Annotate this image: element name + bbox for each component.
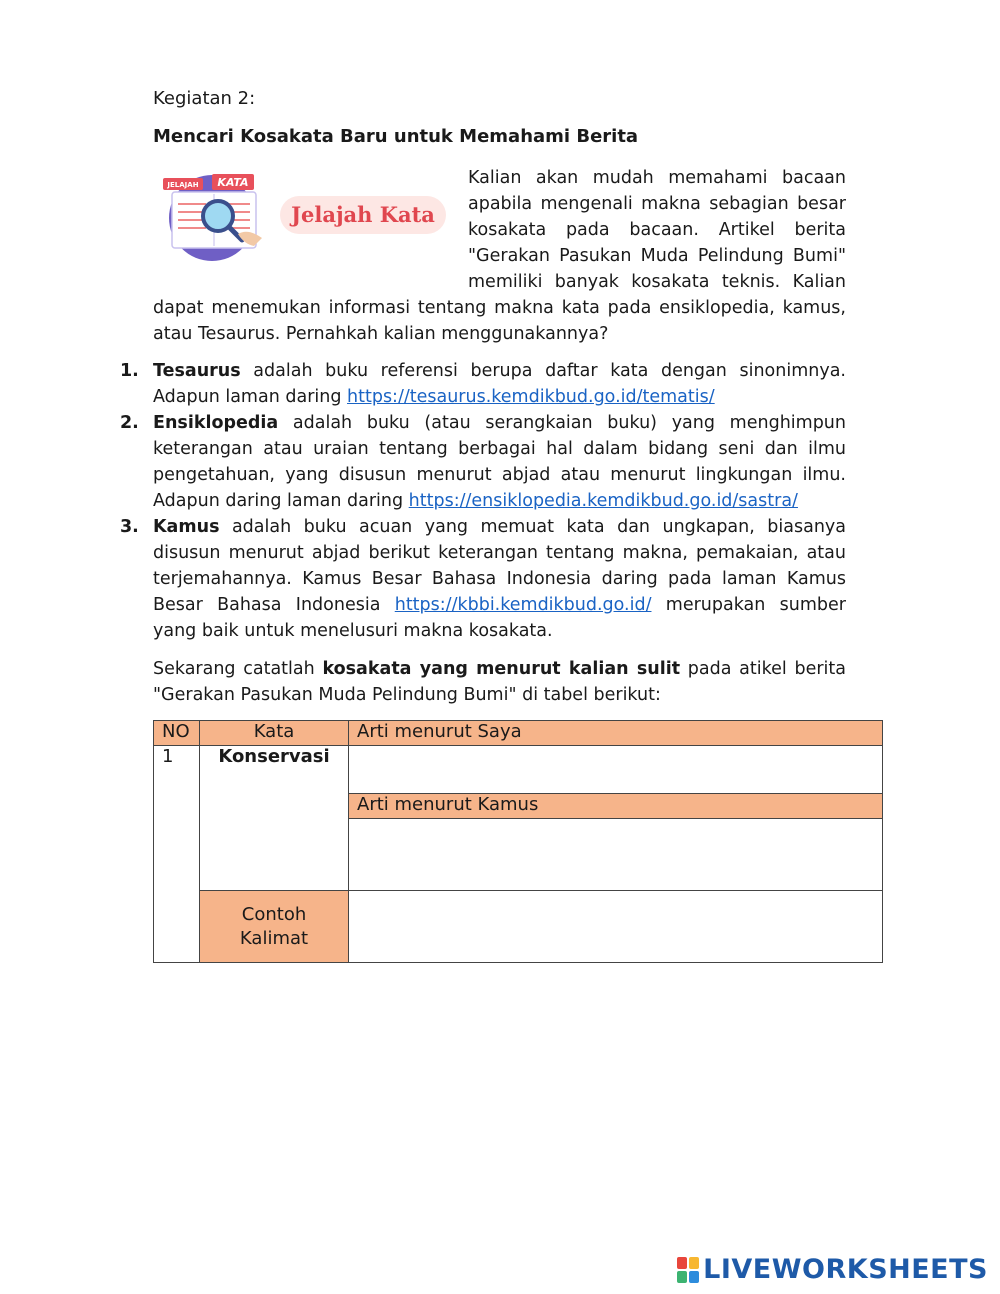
header-arti-saya: Arti menurut Saya [349,721,883,746]
liveworksheets-logo-icon [677,1257,699,1283]
list-item: 2. Ensiklopedia adalah buku (atau serangkaian buku) yang menghimpun keterangan atau uraian tentang berbagai hal dalam bidang seni dan ilmu pengetahuan, yang disusun menurut abjad atau menurut lingkungan ilmu. Adapun daring laman daring https://ensiklopedia.kemdikbud.go.id/sastra/ [120,410,846,514]
intro-line: Kalian akan mudah memahami bacaan [468,168,846,188]
list-item: 1. Tesaurus adalah buku referensi berupa daftar kata dengan sinonimnya. Adapun laman daring https://tesaurus.kemdikbud.go.id/tematis/ [120,358,846,410]
list-item: 3. Kamus adalah buku acuan yang memuat kata dan ungkapan, biasanya disusun menurut abjad berikut keterangan tentang makna, pemakaian, atau terjemahannya. Kamus Besar Bahasa Indonesia daring pada laman Kamus Besar Bahasa Indonesia https://kbbi.kemdikbud.go.id/ merupakan sumber yang baik untuk menelusuri makna kosakata. [120,514,846,644]
page-title: Mencari Kosakata Baru untuk Memahami Berita [153,126,639,147]
header-no: NO [154,721,200,746]
liveworksheets-brand: LIVEWORKSHEETS [703,1254,988,1285]
kbbi-link[interactable]: https://kbbi.kemdikbud.go.id/ [394,595,652,615]
term: Kamus [153,517,220,537]
liveworksheets-footer [677,1254,988,1285]
row-kata: Konservasi [200,746,349,891]
contoh-kalimat-input[interactable] [349,891,883,963]
intro-line: apabila mengenali makna sebagian besar [468,194,846,214]
intro-paragraph-right [468,165,846,295]
term: Ensiklopedia [153,413,279,433]
header-kata: Kata [200,721,349,746]
intro-line: memiliki banyak kosakata teknis. Kalian [468,272,846,292]
logo-badge-left: JELAJAH [167,181,199,189]
vocabulary-table [153,720,883,963]
arti-saya-input[interactable] [349,746,883,794]
logo-caption: Jelajah Kata [291,202,435,227]
activity-label: Kegiatan 2: [153,88,256,109]
ensiklopedia-link[interactable]: https://ensiklopedia.kemdikbud.go.id/sastra/ [408,491,798,511]
intro-line: "Gerakan Pasukan Muda Pelindung Bumi" [468,246,846,266]
tesaurus-link[interactable]: https://tesaurus.kemdikbud.go.id/tematis/ [347,387,715,407]
list-number: 2. [120,413,139,433]
arti-kamus-input[interactable] [349,819,883,891]
logo-badge-right: KATA [217,176,249,189]
contoh-kalimat-label: Contoh Kalimat [200,891,349,963]
list-number: 3. [120,517,139,537]
jelajah-kata-logo [160,166,450,264]
instruction-paragraph: Sekarang catatlah kosakata yang menurut kalian sulit pada atikel berita "Gerakan Pasukan Muda Pelindung Bumi" di tabel berikut: [153,659,846,705]
intro-paragraph-bottom: dapat menemukan informasi tentang makna kata pada ensiklopedia, kamus, atau Tesaurus. Pernahkah kalian menggunakannya? [153,298,846,344]
reference-list [120,358,846,644]
row-number: 1 [154,746,200,963]
header-arti-kamus: Arti menurut Kamus [349,794,883,819]
intro-line: kosakata pada bacaan. Artikel berita [468,220,846,240]
term: Tesaurus [153,361,241,381]
list-number: 1. [120,361,139,381]
